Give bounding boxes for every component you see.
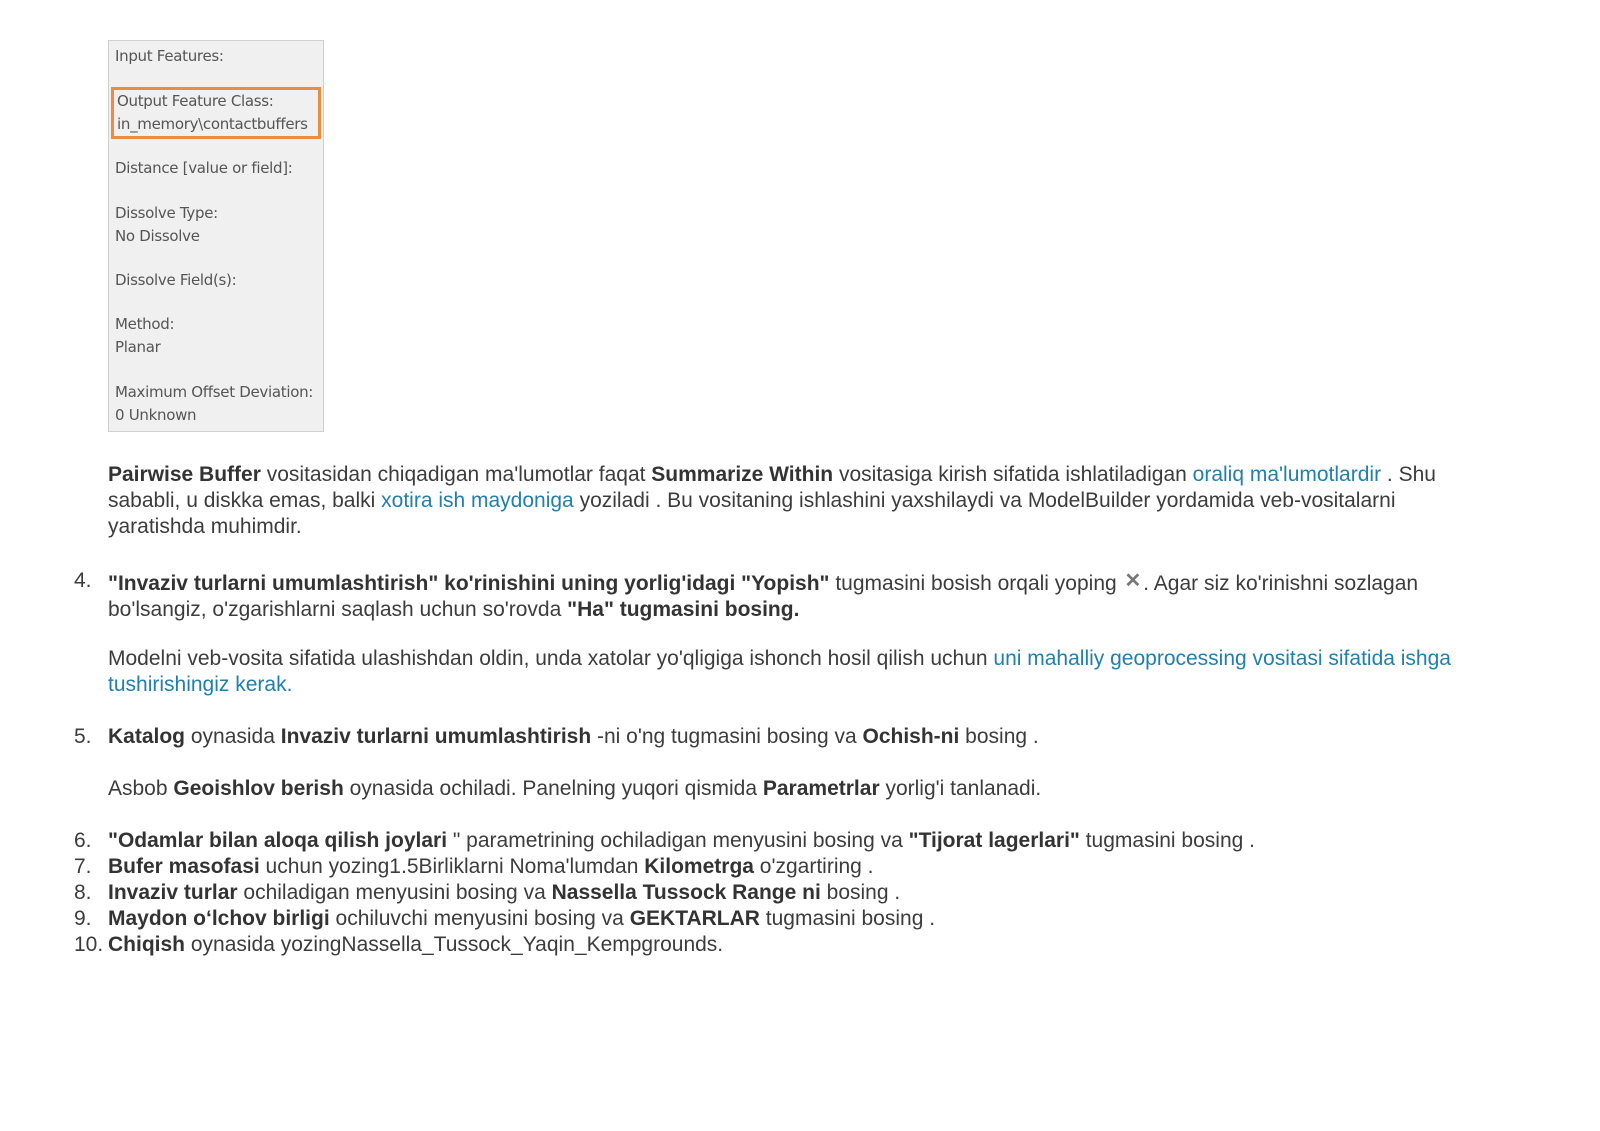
link-memory-workspace[interactable]: xotira ish maydoniga	[381, 489, 574, 512]
text: " parametrining ochiladigan menyusini bosing va	[447, 829, 909, 852]
list-number: 5.	[74, 725, 92, 748]
text: -ni o'ng tugmasini bosing va	[591, 725, 863, 748]
text: oynasida yozingNassella_Tussock_Yaqin_Kempgrounds.	[185, 933, 724, 956]
bold-text: "Invaziv turlarni umumlashtirish" ko'rinishini uning yorlig'idagi "Yopish"	[108, 572, 830, 595]
param-max-offset-deviation[interactable]	[115, 381, 321, 427]
param-label: Output Feature Class:	[117, 92, 274, 110]
list-number: 9.	[74, 907, 92, 930]
param-label: Input Features:	[115, 47, 224, 65]
bold-text: Geoishlov berish	[173, 777, 344, 800]
note-pairwise-buffer	[108, 462, 1468, 540]
text: . Shu sababli, u diskka emas, balki	[108, 463, 1436, 512]
bold-text: Invaziv turlar	[108, 881, 238, 904]
bold-text: Ochish-ni	[862, 725, 960, 748]
param-label: Maximum Offset Deviation:	[115, 383, 314, 401]
bold-text: Summarize Within	[651, 463, 834, 486]
text: bosing .	[820, 881, 901, 904]
list-item-step-10	[74, 932, 1468, 958]
list-item-step-6	[74, 828, 1468, 854]
param-dissolve-fields[interactable]	[115, 269, 321, 292]
text: ochiladigan menyusini bosing va	[237, 881, 552, 904]
list-item-step-9	[74, 906, 1468, 932]
tool-parameters-panel	[108, 40, 324, 432]
text: tugmasini bosing .	[759, 907, 936, 930]
text: uchun yozing1.5Birliklarni Noma'lumdan	[259, 855, 645, 878]
text: yoziladi . Bu vositaning ishlashini yaxshilaydi va ModelBuilder yordamida veb-vositalarni yaratishda muhimdir.	[108, 489, 1396, 538]
text: oynasida ochiladi. Panelning yuqori qismida	[343, 777, 763, 800]
param-label: Dissolve Field(s):	[115, 271, 237, 289]
link-run-local-tool[interactable]: uni mahalliy geoprocessing vositasi sifatida ishga tushirishingiz kerak.	[108, 647, 1451, 696]
text: Asbob	[108, 777, 174, 800]
param-label: Distance [value or field]:	[115, 159, 293, 177]
text: bosing .	[959, 725, 1039, 748]
note-run-locally	[108, 646, 1468, 698]
bold-text: Chiqish	[108, 933, 185, 956]
list-item-step-4	[74, 568, 1468, 623]
bold-text: Invaziv turlarni umumlashtirish	[280, 725, 592, 748]
bold-text: Katalog	[108, 725, 186, 748]
param-label: Method:	[115, 315, 175, 333]
text: vositasiga kirish sifatida ishlatiladigan	[833, 463, 1193, 486]
bold-text: GEKTARLAR	[629, 907, 760, 930]
bold-text: "Odamlar bilan aloqa qilish joylari	[108, 829, 448, 852]
bold-text: Parametrlar	[762, 777, 880, 800]
list-number: 4.	[74, 569, 92, 592]
note-tool-opens	[108, 776, 1468, 802]
bold-text: Nassella Tussock Range ni	[551, 881, 821, 904]
text: ochiluvchi menyusini bosing va	[329, 907, 630, 930]
param-value: No Dissolve	[115, 227, 200, 245]
text: oynasida	[185, 725, 281, 748]
bold-text: "Ha" tugmasini bosing.	[567, 598, 800, 621]
bold-text: Bufer masofasi	[108, 855, 260, 878]
list-number: 7.	[74, 855, 92, 878]
param-distance[interactable]	[115, 157, 321, 180]
bold-text: "Tijorat lagerlari"	[908, 829, 1080, 852]
param-value: 0 Unknown	[115, 406, 197, 424]
list-item-step-7	[74, 854, 1468, 880]
text: yorlig'i tanlanadi.	[879, 777, 1042, 800]
param-input-features[interactable]	[115, 45, 321, 68]
list-number: 8.	[74, 881, 92, 904]
param-dissolve-type[interactable]	[115, 202, 321, 248]
text: tugmasini bosish orqali yoping	[829, 572, 1123, 595]
close-icon: ✕	[1124, 570, 1142, 592]
text: . Agar siz ko'rinishni sozlagan bo'lsangiz, o'zgarishlarni saqlash uchun so'rovda	[108, 572, 1419, 621]
param-label: Dissolve Type:	[115, 204, 218, 222]
bold-text: Maydon o‘lchov birligi	[108, 907, 330, 930]
param-method[interactable]	[115, 313, 321, 359]
list-number: 10.	[74, 933, 104, 956]
list-item-step-8	[74, 880, 1468, 906]
param-value: Planar	[115, 338, 161, 356]
text: vositasidan chiqadigan ma'lumotlar faqat	[260, 463, 652, 486]
text: o'zgartiring .	[753, 855, 874, 878]
list-item-step-5	[74, 724, 1468, 750]
bold-text: Kilometrga	[644, 855, 754, 878]
link-intermediate-data[interactable]: oraliq ma'lumotlardir	[1192, 463, 1382, 486]
param-value: in_memory\contactbuffers	[117, 115, 308, 133]
text: tugmasini bosing .	[1079, 829, 1255, 852]
bold-text: Pairwise Buffer	[108, 463, 261, 486]
text: Modelni veb-vosita sifatida ulashishdan oldin, unda xatolar yo'qligiga ishonch hosil qilish uchun	[108, 647, 994, 670]
list-number: 6.	[74, 829, 92, 852]
param-output-feature-class[interactable]	[111, 87, 321, 139]
